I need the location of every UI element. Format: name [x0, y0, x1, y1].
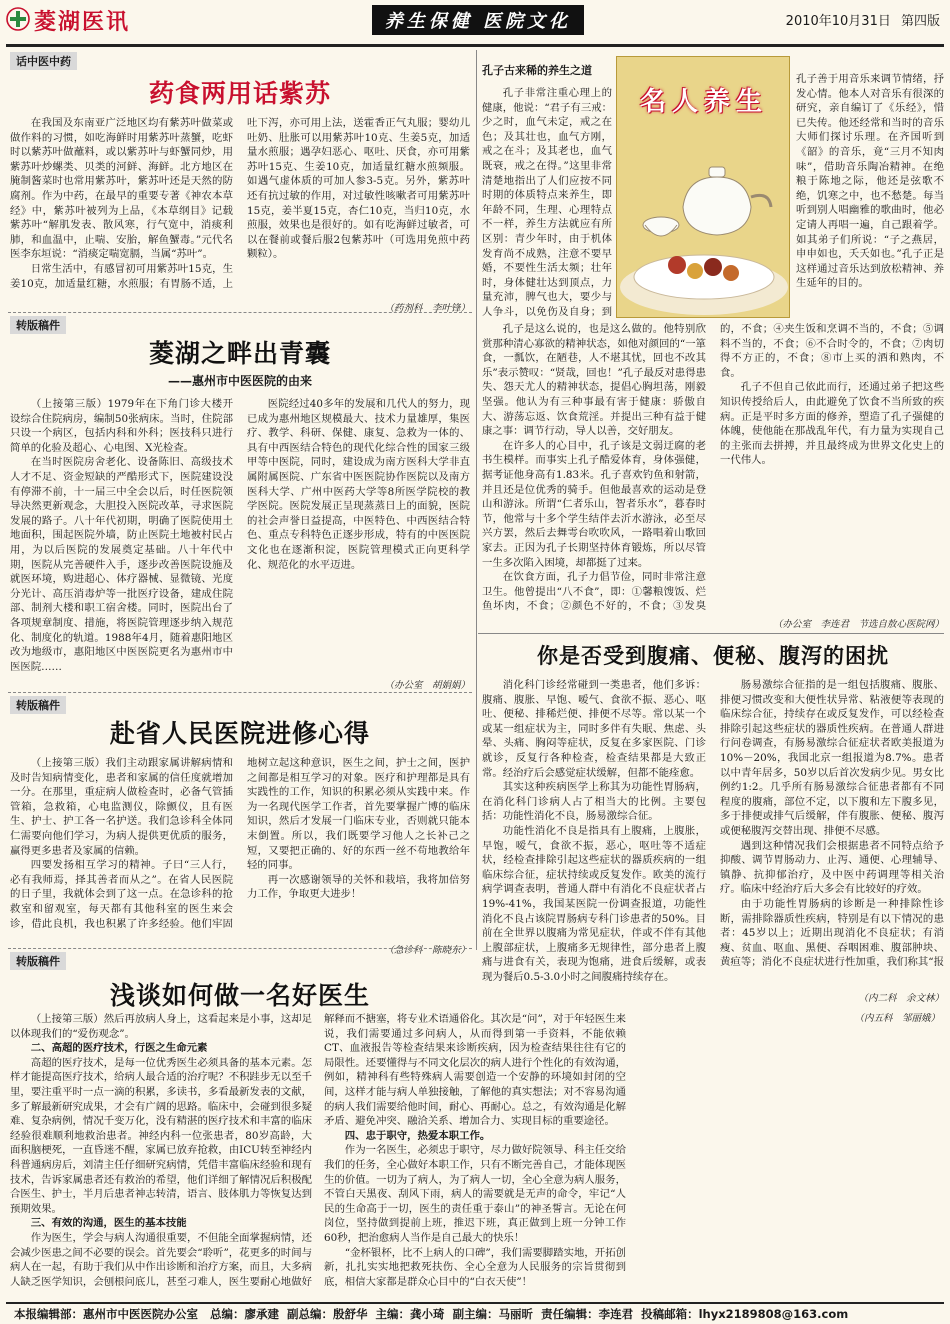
- article-body: [10, 756, 470, 942]
- paragraph: 四要发扬相互学习的精神。子曰“三人行，必有我师焉，择其善者而从之”。在省人民医院的日子里，我就体会到了这一点。在急诊科的抢救室和留观室，每天都有其他科室的医生来会诊，借此良机，我也积累了许多经验。他们牢固地树立起这种意识，医生之间，护士之间，医护之间都是相互学习的对象。医疗和护理都是具有实践性的工作，知识的积累必须从实践中来。作为一名现代医学工作者，首先要掌握广博的临床知识，然后才发展一门临床专业，否则就只能本末倒置。所以，我们既要学习他人之长补己之短，又要把正确的、好的东西一丝不苟地教给年轻的同事。: [10, 757, 470, 930]
- article-zisu: [10, 50, 470, 312]
- divider: [478, 633, 944, 634]
- paragraph: 孔子善于用音乐来调节情绪，抒发心情。他本人对音乐有很深的研究，亲自编订了《乐经》，惜已失传。他还经常和当时的音乐大师们探讨乐理。在齐国听到《韶》的音乐，竟“三月不知肉味”，借助音乐陶冶精神。在绝粮于陈地之际，他还是弦歌不绝，饥寒之中，也不愁楚。每当听到别人唱幽雅的歌曲时，他必定请人再唱一遍，自己跟着学。如其弟子们所说：“子之燕居，申申如也，夭夭如也。”孔子正是这样通过音乐达到放松精神、养生延年的目的。: [796, 73, 944, 290]
- article-title: [482, 62, 612, 78]
- article-body: [482, 322, 944, 614]
- paragraph: 消化科门诊经常碰到一类患者，他们多诉：腹痛、腹胀、早饱、嗳气、食欲不振、恶心、呕吐、便秘、排稀烂便、排便不尽等。常以某一个或某一组症状为主，同时多伴有失眠、焦虑、头晕、头痛、胸闷等症状，反复在多家医院、门诊就诊，反复行各种检查，检查结果都是大致正常。经治疗后会感觉症状缓解，但都不能痊愈。: [482, 679, 706, 779]
- footer-deputy-label: 副总编：: [287, 1307, 334, 1321]
- paragraph: 在许多人的心目中，孔子该是文弱迂腐的老书生模样。而事实上孔子酷爱体育，身体强健，据考证他身高有1.83米。孔子喜欢钓鱼和射箭，并且还是位优秀的骑手。但他最喜欢的运动是登山和游泳。所谓“仁者乐山，智者乐水”，暮春时节，他常与十多个学生结伴去沂水游泳，必至尽兴方罢，然后去舞雩台吹吹风，一路唱着山歌回家去。正因为孔子长期坚持体育锻炼，所以尽管一生多次陷入困境，却都挺了过来。: [482, 439, 706, 569]
- footer-org: 惠州市中医医院办公室: [83, 1307, 198, 1321]
- tea-set-icon: [617, 137, 790, 318]
- page-number: 第四版: [900, 14, 940, 29]
- paragraph: 在饮食方面，孔子力倡节俭，同时非常注意卫生。他曾提出“八不食”，即：①馨粮馊饭、烂鱼坏肉，不食；②颜色不好的，不食；③发臭的，不食；④夹生饭和烹调不当的，不食；⑤调料不当的，不食；⑥不合时令的，不食；⑦肉切得不方正的，不食；⑧市上买的酒和熟肉，不食。: [482, 323, 944, 613]
- footer-resp: 李连君: [598, 1307, 634, 1321]
- famous-health-banner: 名人养生: [639, 87, 768, 117]
- date-text: 2010年10月31日: [785, 14, 891, 29]
- paragraph: 高超的医疗技术，是每一位优秀医生必须具备的基本元素。怎样才能提高医疗技术，给病人最合适的治疗呢？不积跬步无以至千里，要注重平时一点一滴的积累，多读书，多看最新发表的文献，多了解最新研究成果，才会有广阔的思路。临床中，会碰到很多疑难、复杂病例，情况千变万化，没有精湛的医疗技术和丰富的临床经验很难顺利地救治患者。神经内科一位张患者，80岁高龄，大面积脑梗死，一直昏迷不醒，家属已放弃抢救，由ICU转至神经内科普通病房后，刘清主任仔细研究病情，凭借丰富临床经验和现有技术，告诉家属患者还有救治的希望，他们详细了解情况后积极配合医生、护士，半月后患者神志转清，语言、肢体肌力等恢复达到预期效果。: [10, 1056, 312, 1215]
- paragraph: 其实这种疾病医学上称其为功能性胃肠病，在消化科门诊病人占了相当大的比例。主要包括：功能性消化不良，肠易激综合征。: [482, 781, 706, 823]
- article-subtitle: ——惠州市中医医院的由来: [167, 374, 312, 388]
- paragraph: 遇到这种情况我们会根据患者不同特点给予抑酸、调节胃肠动力、止泻、通便、心理辅导、镇静、抗抑郁治疗，及中医中药调理等相关治疗。临床中经治疗后大多会有比较好的疗效。: [720, 839, 944, 896]
- newspaper-logo: 菱湖医讯: [34, 10, 131, 35]
- footer-sub-label: 副主编：: [452, 1307, 499, 1321]
- paragraph: 孔子是这么说的，也是这么做的。他特别欣赏那种清心寡欲的精神状态，如他对颜回的“一箪食，一瓢饮，在陋巷，人不堪其忧，回也不改其乐”表示赞叹：“贤哉，回也！”孔子最反对患得患失、怨天尤人的精神状态，提倡心胸坦荡，刚毅坚强。他认为有三种事最有害于健康：骄傲自大、游荡忘返、饮食荒淫。并提出三种有益于健康之事：调节行动，导人以善，交好朋友。: [482, 323, 706, 438]
- footer-editor: 龚小琦: [410, 1307, 445, 1321]
- article-confucius: [482, 50, 944, 632]
- paragraph: 医院经过40多年的发展和几代人的努力，现已成为惠州地区规模最大、技术力量雄厚，集医疗、教学、科研、保健、康复、急救为一体的、具有中西医结合特色的现代化综合性的国家三级甲等中医院，同时，建设成为南方医科大学非直属附属医院、广东省中医医院协作医院以及南方医科大学、广州中医药大学等8所医学院校的教学医院。医院发展正呈现蒸蒸日上的面貌，医院的社会声誉日益提高，中医特色、中西医结合特色、重点专科特色正逐步形成，特有的中医医院文化也在逐渐积淀，医院管理模式正向更科学化、规范化的水平迈进。: [247, 398, 470, 571]
- footer-chief: 廖承建: [244, 1307, 280, 1321]
- article-author: （内二科 余文林）: [858, 993, 944, 1004]
- paragraph: 在我国及东南亚广泛地区均有紫苏叶做菜或做作料的习惯，如吃海鲜时用紫苏叶蒸蟹，吃虾时以紫苏叶做蘸料，或以紫苏叶与虾蟹同炒，用紫苏叶炒螺类、贝类的河鲜、海鲜。北方地区在腌制酱菜时也常用紫苏叶，紫苏叶还是天然的防腐剂。作为中药，在最早的重要专著《神农本草经》中，紫苏叶被列为上品，《本草纲目》记载紫苏叶“解肌发表、散风寒，行气宽中，消痰利肺，和血温中，止喘、安胎，解鱼蟹毒。”元代名医李东垣说：“消痰定喘宽膈，当属“苏叶”。: [10, 117, 233, 261]
- footer-rule: [6, 1302, 944, 1304]
- article-body: [10, 397, 470, 677]
- paragraph: 日常生活中，有感冒初可用紫苏叶15克，生姜10克，加适量红糖，水煎服；有胃肠不适，上吐下泻，亦可用上法，送霍香正气丸服；婴幼儿吐奶、肚胀可以用紫苏叶10克、生姜5克，加适量水煎服；遇孕妇恶心、呕吐、厌食，亦可用紫苏叶15克、生姜10克，加适量红糖水煎频服。如遇气虚体质的可加人参3-5克。另外，紫苏叶还有抗过敏的作用，对过敏性咳嗽者可用紫苏叶15克，姜半夏15克，杏仁10克，当归10克，水煎服，效果也是很好的。如有吃海鲜过敏者，可以在餐前或餐后服2包紫苏叶（可选用免煎中药颗粒）。: [10, 117, 470, 290]
- paragraph: 功能性消化不良是指具有上腹痛，上腹胀，早饱，嗳气，食欲不振，恶心，呕吐等不适症状，经检查排除引起这些症状的器质疾病的一组临床综合征，症状持续或反复发作。欧美的流行病学调查表明，普通人群中有消化不良症状者占19%-41%，我国某医院一份调查报道，功能性消化不良占该院胃肠病专科门诊患者的50%。目前在全世界以腹痛为常见症状，伴或不伴有其他上腹部症状，上腹痛多无规律性，部分患者上腹痛与进食有关，表现为饱痛，进食后缓解，或表现为餐后0.5-3.0小时之间腹痛持续存在。: [482, 824, 706, 983]
- paragraph: 作为医生，学会与病人沟通很重要，不但能全面掌握病情，还会减少医患之间不必要的误会。首先要会“聆听”，花更多的时间与病人在一起，有助于我们从中作出诊断和治疗方案，而且，大多病人缺乏医学知识，会刨根问底儿，甚至刁难人，医生要耐心地做好解释而不搪塞，将专业术语通俗化。其次是“问”，对于年轻医生来说，我们需要通过多问病人，从而得到第一手资料，不能依赖CT、血液报告等检查结果来诊断疾病，因为检查结果往往有它的局限性。还要懂得与不同文化层次的病人进行个性化的有效沟通，例如，精神科有些特殊病人需要创造一个安静的环境如封闭的空间，这样才能与病人单独接触，了解他的真实想法；对不容易沟通的病人我们需要给他时间，耐心、再耐心。总之，有效沟通是化解矛盾、避免冲突、融洽关系、增加合力、实现目标的重要途径。: [10, 1013, 626, 1288]
- article-body: [10, 116, 470, 300]
- subheading: 二、高超的医疗技术，行医之生命元素: [30, 1042, 208, 1055]
- footer-label: 本报编辑部：: [14, 1307, 83, 1321]
- article-title: 赴省人民医院进修心得: [109, 719, 370, 748]
- article-bowel: [482, 636, 944, 1008]
- section-tag: 转版稿件: [10, 696, 66, 714]
- subheading: 四、忠于职守，热爱本职工作。: [344, 1129, 491, 1142]
- section-tag: 转版稿件: [10, 316, 66, 334]
- footer-email[interactable]: lhyx2189808@163.com: [698, 1307, 849, 1321]
- intro-column: [482, 86, 612, 318]
- paragraph: （上接第三版）1979年在下角门诊大楼开设综合住院病房，编制50张病床。当时，住院部只设一个病区，包括内科和外科；医技科只进行简单的化验及超心、心电图、X光检查。: [10, 398, 233, 454]
- section-tag: 话中医中药: [10, 52, 77, 70]
- paragraph: （上接第三版）然后再放病人身上，这看起来是小事，这却足以体现我们的“爱伤观念”。: [10, 1013, 312, 1040]
- article-good-doctor-body: [10, 1012, 940, 1300]
- footer: [14, 1306, 940, 1322]
- divider: [8, 948, 472, 949]
- paragraph: 作为一名医生，必须忠于职守，尽力做好院领导、科主任交给我们的任务，全心做好本职工作，只有不断完善自己，才能体现医生的价值。一切为了病人，为了病人一切，全心全意为病人服务，不管白天黑夜、刮风下雨，病人的需要就是无声的命令，牢记“人民的生命高于一切，医生的责任重于泰山”的神圣誓言。无论在何岗位，坚持做到提前上班，推迟下班，真正做到上班一分钟工作60秒，把治愈病人当作是自己最大的快乐！: [324, 1144, 626, 1244]
- paragraph: 孔子不但自己依此而行，还通过弟子把这些知识传授给后人，由此避免了饮食不当所致的疾病。正是平时多方面的修养，塑造了孔子强健的体魄，使他能在那战乱年代，有力量为实现自己的主张而去拼搏，并且最终成为世界文化史上的一代伟人。: [720, 381, 944, 467]
- footer-sub: 马丽昕: [498, 1307, 534, 1321]
- column-divider: [476, 50, 477, 950]
- article-good-doctor-heading: [10, 950, 470, 1008]
- divider: [8, 692, 472, 693]
- section-banner-text: 养生保健 医院文化: [384, 11, 572, 32]
- article-title: 浅谈如何做一名好医生: [109, 981, 370, 1010]
- section-banner: [372, 5, 584, 35]
- paragraph: 肠易激综合征指的是一组包括腹痛、腹胀、排便习惯改变和大便性状异常、粘液便等表现的临床综合征，持续存在或反复发作，可以经检查排除引起这些症状的器质性疾病。在普通人群进行问卷调查，有肠易激综合征症状者欧美报道为10%－20%，我国北京一组报道为8.7%。患者以中青年居多，50岁以后首次发病少见。男女比例约1:2。几乎所有肠易激综合征患者都有不同程度的腹痛，部位不定，以下腹和左下腹多见，多于排便或排气后缓解，伴有腹胀、便秘、腹泻或便秘腹泻交替出现、排便不尽感。: [720, 679, 944, 837]
- article-author: （办公室 李连君 节选自敖心医院网）: [772, 619, 944, 630]
- tea-feature-image: [616, 56, 790, 318]
- article-title-text: 孔子古来稀的养生之道: [482, 64, 592, 77]
- article-body: [482, 678, 944, 990]
- footer-chief-label: 总编：: [210, 1307, 245, 1321]
- header-rule: [6, 44, 944, 47]
- article-author: （药剂科 李叶锋）: [384, 303, 470, 314]
- paragraph: （上接第三版）我们主动跟家属讲解病情和及时告知病情变化，患者和家属的信任度就增加一分。在那里，重症病人做检查时，必备气管插管箱，急救箱，心电监测仪，除颤仪，且有医生、护士、护工各一名护送。我们急诊科全体同仁需要向他们学习，为病人提供更优质的服务，赢得更多患者及家属的信赖。: [10, 757, 233, 857]
- footer-resp-label: 责任编辑：: [541, 1307, 599, 1321]
- article-author: （急诊科 陈晓东）: [384, 945, 470, 956]
- right-column-top: [796, 72, 944, 318]
- masthead: [0, 0, 950, 44]
- subheading: 三、有效的沟通，医生的基本技能: [30, 1217, 187, 1230]
- article-author: （办公室 胡娟娟）: [384, 680, 470, 691]
- article-history: [10, 314, 470, 692]
- paragraph: 孔子非常注重心理上的健康，他说：“君子有三戒：少之时，血气未定，戒之在色；及其壮也，血气方刚，戒之在斗；及其老也，血气既衰，戒之在得。”这里非常清楚地指出了人们应按不同时期的体质特点来养生，即年龄不同，生理、心理特点不一样，养生方法就应有所区别：青少年时，由于机体发育尚不成熟，注意不要早婚，不要性生活太频；壮年时，身体健壮达到顶点，力量充沛，脾气也大，要少与人争斗，以免伤及自身；到: [482, 87, 612, 318]
- paragraph: 由于功能性胃肠病的诊断是一种排除性诊断，需排除器质性疾病，特别是有以下情况的患者：45岁以上；近期出现消化不良症状；有消瘦、贫血、呕血、黑便、吞咽困难、腹部肿块、黄疸等；消化不良症状进行性加重，我们称其“报: [720, 897, 944, 969]
- article-title: 菱湖之畔出青囊: [148, 339, 331, 368]
- article-study: [10, 694, 470, 956]
- footer-deputy: 殷舒华: [333, 1307, 368, 1321]
- paragraph: 再一次感谢领导的关怀和栽培，我将加倍努力工作，争取更大进步！: [247, 873, 470, 901]
- issue-date: [786, 10, 940, 29]
- article-title: 你是否受到腹痛、便秘、腹泻的困扰: [537, 643, 889, 668]
- footer-email-label: 投稿邮箱：: [641, 1307, 699, 1321]
- footer-editor-label: 主编：: [375, 1307, 411, 1321]
- paragraph: 在当时医院房舍老化、设备陈旧、高级技术人才不足、资金短缺的严酷形式下，医院建设没有停滞不前，十一届三中全会以后，时任医院领导决然更新观念，大胆投入医院改革，寻求医院发展的路子。八十年代初期，明确了医院使用土地面积，围起医院外墙，防止医院土地被村民占用，为以后医院的发展奠定基础。八十年代中期，医院从完善硬件入手，逐步改善医院设施及就医环境，购进超心、体疗器械、显微镜、光度分光计、高压消毒炉等一批医疗设备，建成住院部、制剂大楼和职工宿舍楼。同时，医院出台了各项规章制度、措施，将医院管理逐步纳入规范化、制度化的轨道。1988年4月，随着惠阳地区改为地级市，惠阳地区中医医院更名为惠州市中医医院……: [10, 456, 233, 673]
- paragraph: “金杯银杯，比不上病人的口碑”，我们需要脚踏实地，开拓创新，扎扎实实地把救死扶伤、全心全意为人民服务的宗旨贯彻到底，相信大家都是群众心目中的“白衣天使”！: [324, 1246, 626, 1288]
- divider: [8, 312, 472, 313]
- hospital-logo-icon: [6, 7, 30, 31]
- article-title: 药食两用话紫苏: [148, 79, 331, 108]
- article-author: （内五科 邹丽娥）: [854, 1013, 940, 1024]
- section-tag: 转版稿件: [10, 952, 66, 970]
